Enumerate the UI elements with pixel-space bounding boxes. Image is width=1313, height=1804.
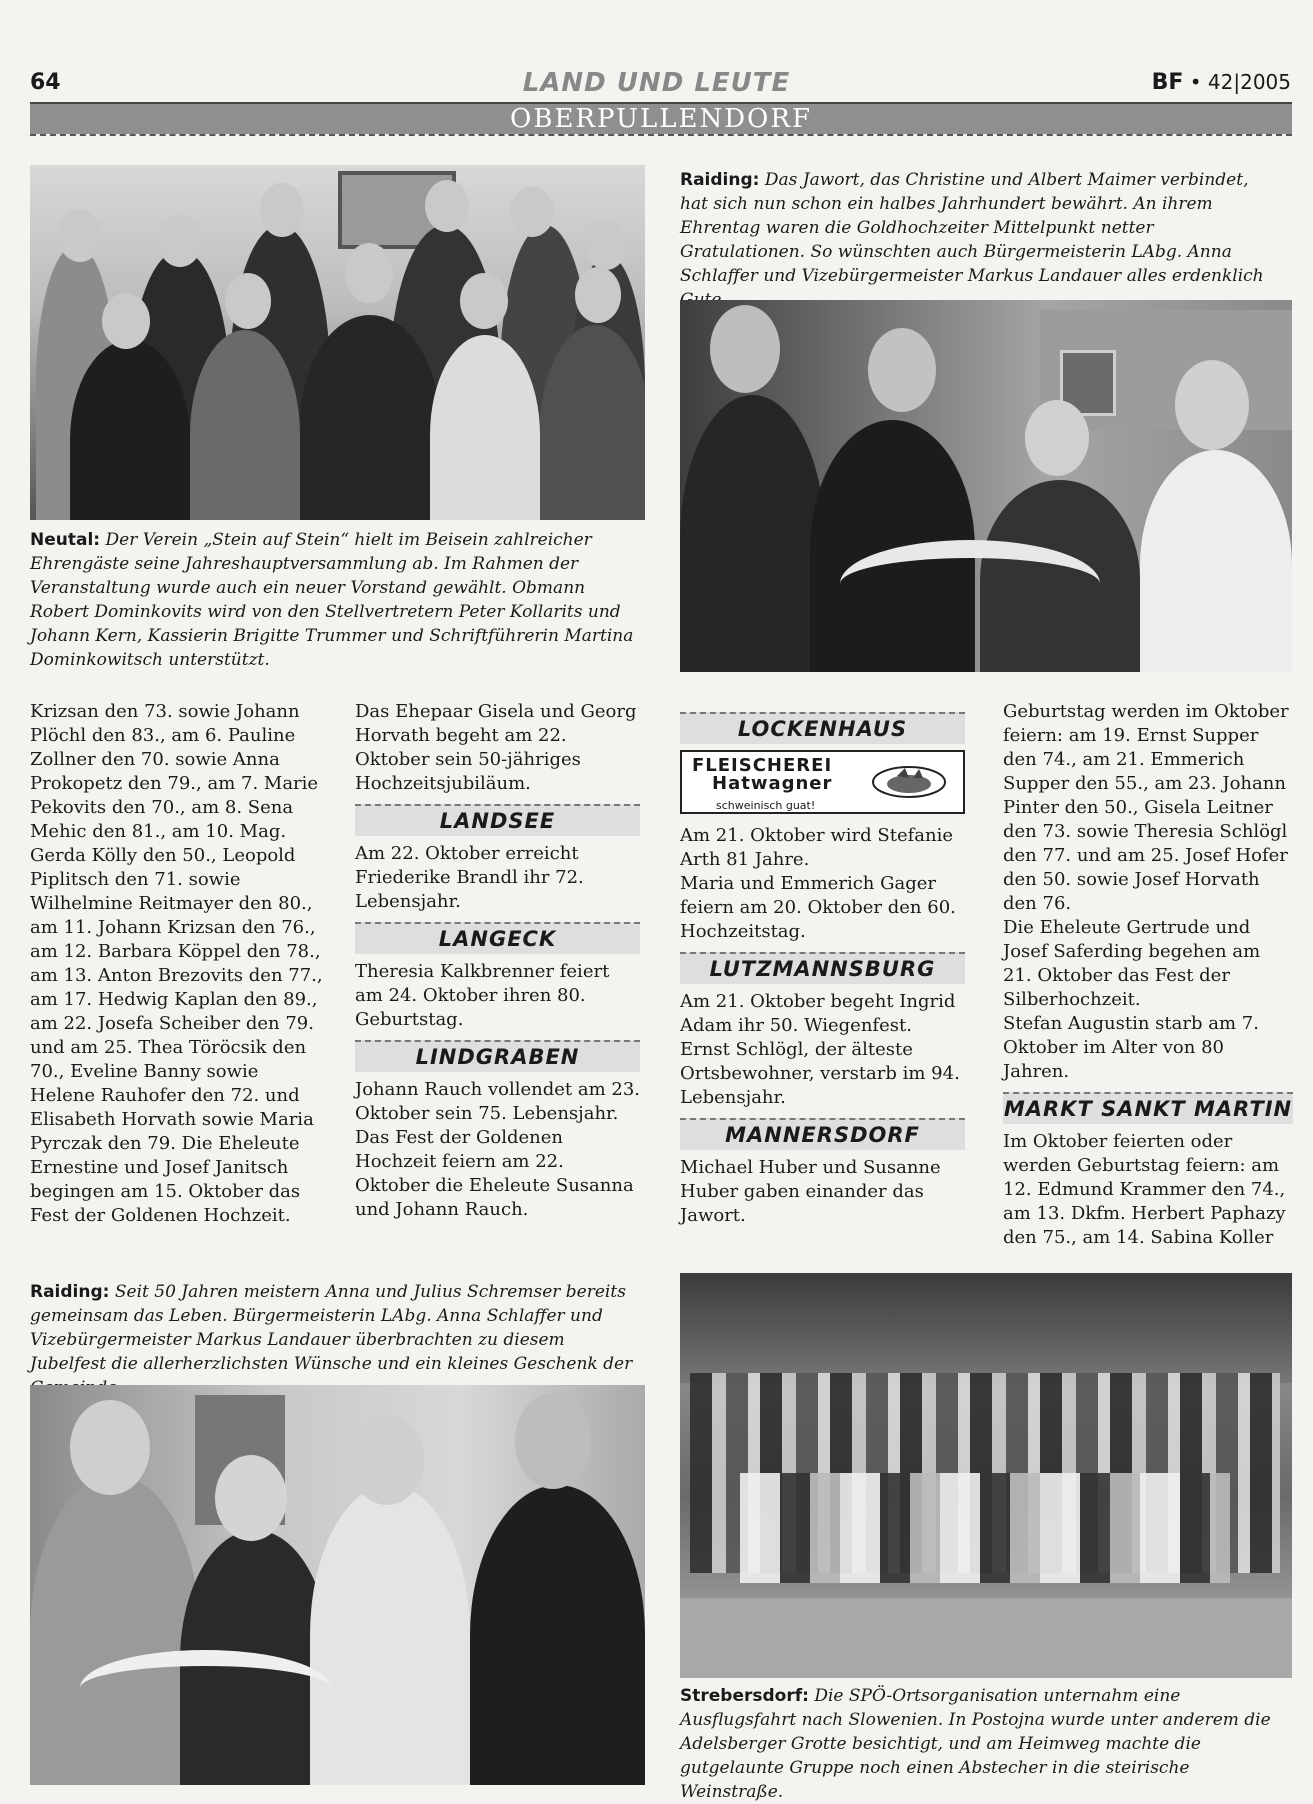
page-number: 64 — [30, 70, 61, 95]
news-obituary: Stefan Augustin starb am 7. Oktober im Alter von 80 Jahren. — [1003, 1013, 1259, 1082]
news-mannersdorf: Michael Huber und Susanne Huber gaben einander das Jawort. — [680, 1157, 941, 1226]
caption-neutal — [30, 528, 645, 672]
photo-neutal-group — [30, 165, 645, 520]
heading-lindgraben: LINDGRABEN — [355, 1040, 640, 1072]
news-birthdays: Geburtstag werden im Oktober feiern: am 19. Ernst Supper den 74., am 21. Emmerich Supper den 55., am 23. Johann Pinter den 50., Gisela Leitner den 73. sowie Theresia Schlögl den 77. und am 25. Josef Hofer den 50. sowie Josef Horvath den 76. — [1003, 701, 1289, 914]
ad-tagline: schweinisch guat! — [716, 799, 816, 812]
photo-raiding-schremser — [30, 1385, 645, 1785]
ad-line-2: Hatwagner — [712, 773, 833, 794]
heading-lockenhaus: LOCKENHAUS — [680, 712, 965, 744]
news-markt-sankt-martin: Im Oktober feierten oder werden Geburtstag feiern: am 12. Edmund Krammer den 74., am 13. Dkfm. Herbert Paphazy den 75., am 14. Sabina Koller — [1003, 1131, 1286, 1248]
heading-lutzmannsburg: LUTZMANNSBURG — [680, 952, 965, 984]
caption-strebersdorf — [680, 1684, 1292, 1804]
caption-text: Seit 50 Jahren meistern Anna und Julius Schremser bereits gemeinsam das Leben. Bürgermeisterin LAbg. Anna Schlaffer und Vizebürgermeister Markus Landauer überbrachten zu diesem Jubelfest die allerherzlichsten Wünsche und ein kleines Geschenk der — [30, 1282, 633, 1374]
section-title: LAND UND LEUTE — [522, 68, 791, 98]
caption-place: Neutal: — [30, 530, 101, 550]
advertisement-fleischerei — [680, 750, 965, 814]
column-2 — [355, 700, 640, 1222]
publication-name: BF — [1151, 70, 1184, 95]
caption-place: Raiding: — [30, 1282, 110, 1302]
ad-line-1: FLEISCHEREI — [692, 755, 833, 776]
publication-issue — [1152, 70, 1291, 95]
caption-text: Das Jawort, das Christine und Albert Maimer verbindet, hat sich nun schon ein halbes Jahrhundert bewährt. An ihrem Ehrentag waren die Goldhochzeiter Mittelpunkt netter Gratulationen. So wünschten auch Bürgermeisterin LAbg. Anna Schlaffer und Vizebürgermeister Markus Landauer alles erdenklich — [680, 170, 1264, 286]
issue-number: • 42|2005 — [1189, 70, 1291, 94]
photo-strebersdorf-group — [680, 1273, 1292, 1678]
heading-langeck: LANGECK — [355, 922, 640, 954]
region-title: OBERPULLENDORF — [510, 104, 812, 134]
news-horvath: Das Ehepaar Gisela und Georg Horvath begeht am 22. Oktober sein 50-jähriges Hochzeitsjubiläum. — [355, 701, 637, 794]
news-lutzmannsburg-1: Am 21. Oktober begeht Ingrid Adam ihr 50. Wiegenfest. — [680, 991, 956, 1036]
heading-mannersdorf: MANNERSDORF — [680, 1118, 965, 1150]
news-lindgraben-1: Johann Rauch vollendet am 23. Oktober sein 75. Lebensjahr. — [355, 1079, 641, 1124]
region-bar — [30, 102, 1292, 134]
caption-text: Der Verein „Stein auf Stein“ hielt im Beisein zahlreicher Ehrengäste seine Jahreshauptversammlung ab. Im Rahmen der Veranstaltung wurde auch ein neuer Vorstand gewählt. Obmann Robert Dominkovits wird von den Stellvertretern Peter Kollarits und Johann Kern, Kassierin Brigitte Trummer und Schriftführerin Martina Dominkowitsch unterstützt. — [30, 530, 634, 670]
news-lockenhaus-1: Am 21. Oktober wird Stefanie Arth 81 Jahre. — [680, 825, 953, 870]
header-divider — [30, 134, 1292, 136]
column-4 — [1003, 700, 1293, 1250]
column-1 — [30, 700, 325, 1228]
news-lutzmannsburg-2: Ernst Schlögl, der älteste Ortsbewohner, verstarb im 94. Lebensjahr. — [680, 1039, 960, 1108]
caption-raiding-bottom — [30, 1280, 645, 1400]
news-silberhochzeit: Die Eheleute Gertrude und Josef Saferding begehen am 21. Oktober das Fest der Silberhochzeit. — [1003, 917, 1261, 1010]
news-landsee: Am 22. Oktober erreicht Friederike Brandl ihr 72. Lebensjahr. — [355, 843, 584, 912]
caption-place: Strebersdorf: — [680, 1686, 809, 1706]
caption-raiding-top — [680, 168, 1280, 312]
photo-raiding-couple — [680, 300, 1292, 672]
column-3 — [680, 700, 965, 1228]
caption-text: Die SPÖ-Ortsorganisation unternahm eine Ausflugsfahrt nach Slowenien. In Postojna wurde unter anderem die Adelsberger Grotte besichtigt, und am Heimweg machte die gutgelaunte Gruppe noch einen Abstecher in die steirische Weinstraße. — [680, 1686, 1271, 1802]
heading-markt-sankt-martin: MARKT SANKT MARTIN — [1003, 1092, 1293, 1124]
news-langeck: Theresia Kalkbrenner feiert am 24. Oktober ihren 80. Geburtstag. — [355, 961, 610, 1030]
caption-place: Raiding: — [680, 170, 760, 190]
birthday-list: Krizsan den 73. sowie Johann Plöchl den 83., am 6. Pauline Zollner den 70. sowie Anna Prokopetz den 79., am 7. Marie Pekovits den 70., am 8. Sena Mehic den 81., am 10. Mag. Gerda Kölly den 50., Leopold Piplitsch den 71. sowie Wilhelmine Reitmayer den 80., am 11. Johann Krizsan den 76., am 12. Barbara Köppel den 78., am 13. Anton Brezovits den 77., am 17. Hedwig Kaplan den 89., am 22. Josefa Scheiber den 79. und am 25. Thea Töröcsik den 70., Eveline Banny sowie Helene Rauhofer den 72. und Elisabeth Horvath sowie Maria Pyrczak den 79. Die Eheleute Ernestine und Josef Janitsch begingen am 15. Oktober das Fest der Goldenen Hochzeit. — [30, 701, 323, 1226]
pig-logo-icon — [869, 764, 949, 800]
heading-landsee: LANDSEE — [355, 804, 640, 836]
news-lindgraben-2: Das Fest der Goldenen Hochzeit feiern am 22. Oktober die Eheleute Susanna und Johann Rauch. — [355, 1127, 634, 1220]
news-lockenhaus-2: Maria und Emmerich Gager feiern am 20. Oktober den 60. Hochzeitstag. — [680, 873, 956, 942]
